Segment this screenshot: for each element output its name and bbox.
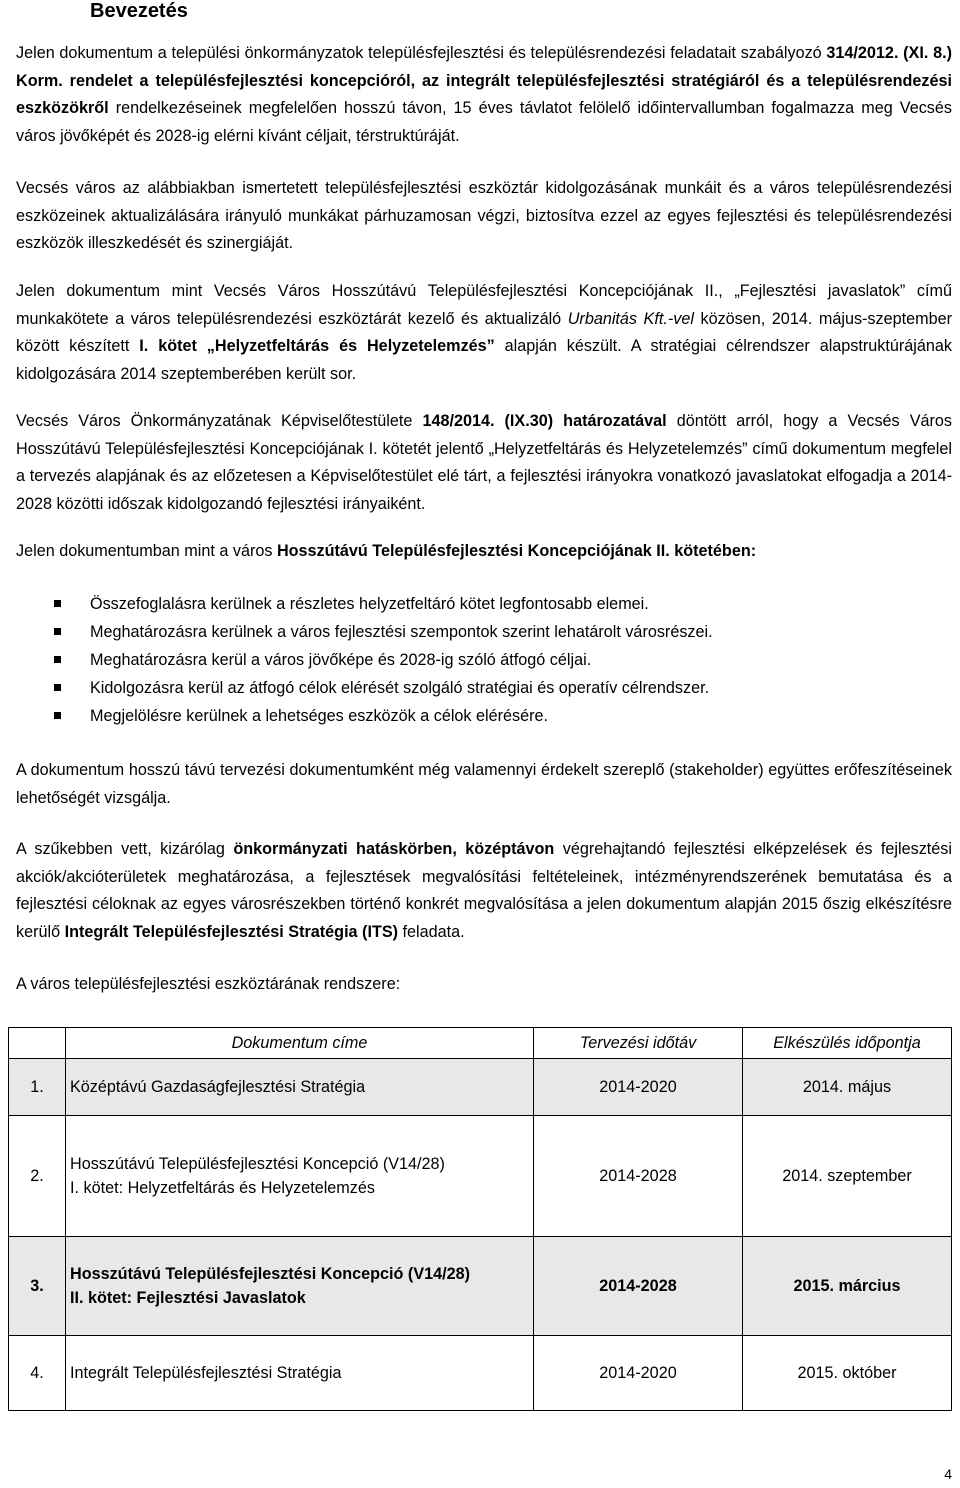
row-number: 1.: [9, 1059, 66, 1116]
ready-cell: 2015. október: [743, 1336, 952, 1411]
row-number: 4.: [9, 1336, 66, 1411]
list-item: [16, 702, 952, 730]
text-span: Vecsés Város Önkormányzatának Képviselőtestülete: [16, 412, 423, 430]
row-number: 2.: [9, 1116, 66, 1237]
bullet-list: [16, 590, 952, 730]
list-item-text: Megjelölésre kerülnek a lehetséges eszközök a célok elérésére.: [90, 707, 548, 725]
paragraph-2: Vecsés város az alábbiakban ismertetett településfejlesztési eszköztár kidolgozásának munkáit és a város településrendezési eszközeinek aktualizálására irányuló munkákat párhuzamosan végzi, biztosítva ezzel az egyes fejlesztési és településrendezési eszközök illeszkedését és szinergiáját.: [16, 179, 952, 252]
document-title: Középtávú Gazdaságfejlesztési Stratégia: [70, 1078, 366, 1096]
bullet-square-icon: [54, 600, 61, 607]
regulation-title: rendelet a településfejlesztési koncepcióról, az integrált településfejlesztési stratégiáról és a településrendezési eszközökről: [16, 71, 952, 117]
header-title: Dokumentum címe: [66, 1028, 534, 1059]
text-span: Jelen dokumentum mint Vecsés Város Hosszútávú Településfejlesztési Koncepciójának II., „Fejlesztési javaslatok” című munkakötete a város településrendezési eszköztárát kezelő és aktualizáló: [16, 282, 952, 328]
document-subtitle: II. kötet: Fejlesztési Javaslatok: [70, 1289, 306, 1307]
section-title: Bevezetés: [90, 0, 188, 22]
document-title-cell: [66, 1059, 534, 1116]
document-subtitle: I. kötet: Helyzetfeltárás és Helyzetelemzés: [70, 1179, 375, 1197]
header-num-cell: [9, 1028, 66, 1059]
document-title-cell: [66, 1116, 534, 1237]
table-row: [9, 1336, 952, 1411]
text-span: A szűkebben vett, kizárólag: [16, 840, 234, 858]
bullet-square-icon: [54, 712, 61, 719]
table-row: [9, 1237, 952, 1336]
page-number: 4: [944, 1466, 952, 1482]
header-period: Tervezési időtáv: [534, 1028, 743, 1059]
concept-ref: Hosszútávú Településfejlesztési Koncepciójának II. kötetében:: [276, 542, 757, 560]
table-row: [9, 1116, 952, 1237]
document-title: Integrált Településfejlesztési Stratégia: [70, 1364, 342, 1382]
list-item: [16, 674, 952, 702]
list-item-text: Kidolgozásra kerül az átfogó célok elérését szolgáló stratégiai és operatív célrendszer.: [90, 679, 710, 697]
paragraph-3: [16, 278, 952, 388]
volume-ref: I. kötet „Helyzetfeltárás és Helyzetelemzés”: [139, 337, 495, 355]
paragraph-4: [16, 408, 952, 518]
table-row: [9, 1059, 952, 1116]
period-cell: 2014-2028: [534, 1116, 743, 1237]
bullet-square-icon: [54, 656, 61, 663]
list-item: [16, 646, 952, 674]
intro-paragraph: [16, 40, 952, 150]
ready-cell: 2014. szeptember: [743, 1116, 952, 1237]
document-title-cell: [66, 1336, 534, 1411]
document-title-cell: [66, 1237, 534, 1336]
row-number: 3.: [9, 1237, 66, 1336]
scope-ref: önkormányzati hatáskörben, középtávon: [233, 840, 555, 858]
period-cell: 2014-2028: [534, 1237, 743, 1336]
text-span: rendelkezéseinek megfelelően hosszú távon, 15 éves távlatot felölelő időintervallumban fogalmazza meg Vecsés város jövőképét és 2028-ig elérni kívánt céljait, térstruktúráját.: [16, 99, 952, 145]
text-span: végrehajtandó fejlesztési elképzelések és fejlesztési akciók/akcióterületek meghatározása, a fejlesztések megvalósítási feltételeinek, intézményrendszerének bemutatása és a fejlesztési céloknak az egyes városrészekben történő konkrét megvalósítása a jelen dokumentum alapján 2015 őszig elkészítésre kerülő: [16, 840, 952, 941]
text-span: Jelen dokumentum a települési önkormányzatok településfejlesztési és településrendezési feladatait szabályozó: [16, 44, 827, 62]
regulation-ref: 314/2012. (XI. 8.) Korm.: [16, 44, 952, 90]
text-span: feladata.: [398, 922, 465, 941]
its-ref: Integrált Településfejlesztési Stratégia (ITS): [64, 922, 399, 941]
resolution-ref: 148/2014. (IX.30) határozatával: [422, 412, 667, 430]
period-cell: 2014-2020: [534, 1336, 743, 1411]
ready-cell: 2014. május: [743, 1059, 952, 1116]
text-span: döntött arról, hogy a Vecsés Város Hosszútávú Településfejlesztési Koncepciójának I. kötetét jelentő „Helyzetfeltárás és Helyzetelemzés” című dokumentum megfelel a tervezés alapjának és az előzetesen a Képviselőtestület elé tárt, a fejlesztési irányokra vonatkozó javaslatokat elfogadja a 2014-2028 közötti időszak kidolgozandó fejlesztési irányaiként.: [16, 412, 952, 513]
header-ready: Elkészülés időpontja: [743, 1028, 952, 1059]
bullet-square-icon: [54, 628, 61, 635]
text-span: alapján készült. A stratégiai célrendszer alapstruktúrájának kidolgozására 2014 szeptemberében került sor.: [16, 337, 952, 383]
list-item-text: Meghatározásra kerül a város jövőképe és 2028-ig szóló átfogó céljai.: [90, 651, 592, 669]
paragraph-5: [16, 538, 952, 566]
text-span: közösen, 2014. május-szeptember között készített: [16, 309, 953, 355]
list-item-text: Összefoglalásra kerülnek a részletes helyzetfeltáró kötet legfontosabb elemei.: [90, 595, 649, 613]
list-item: [16, 590, 952, 618]
table-header-row: [9, 1028, 952, 1059]
document-title: Hosszútávú Településfejlesztési Koncepció (V14/28): [70, 1265, 471, 1283]
list-item: [16, 618, 952, 646]
paragraph-7: [16, 836, 952, 946]
company-name: Urbanitás Kft.-vel: [567, 309, 694, 328]
ready-cell: 2015. március: [743, 1237, 952, 1336]
documents-table: [8, 1027, 952, 1411]
document-title: Hosszútávú Településfejlesztési Koncepció (V14/28): [70, 1155, 445, 1173]
bullet-square-icon: [54, 684, 61, 691]
paragraph-6: A dokumentum hosszú távú tervezési dokumentumként még valamennyi érdekelt szereplő (stakeholder) együttes erőfeszítéseinek lehetőségét vizsgálja.: [16, 761, 952, 807]
paragraph-8: A város településfejlesztési eszköztárának rendszere:: [16, 975, 401, 993]
period-cell: 2014-2020: [534, 1059, 743, 1116]
list-item-text: Meghatározásra kerülnek a város fejlesztési szempontok szerint lehatárolt városrészei.: [90, 623, 713, 641]
text-span: Jelen dokumentumban mint a város: [16, 542, 277, 560]
